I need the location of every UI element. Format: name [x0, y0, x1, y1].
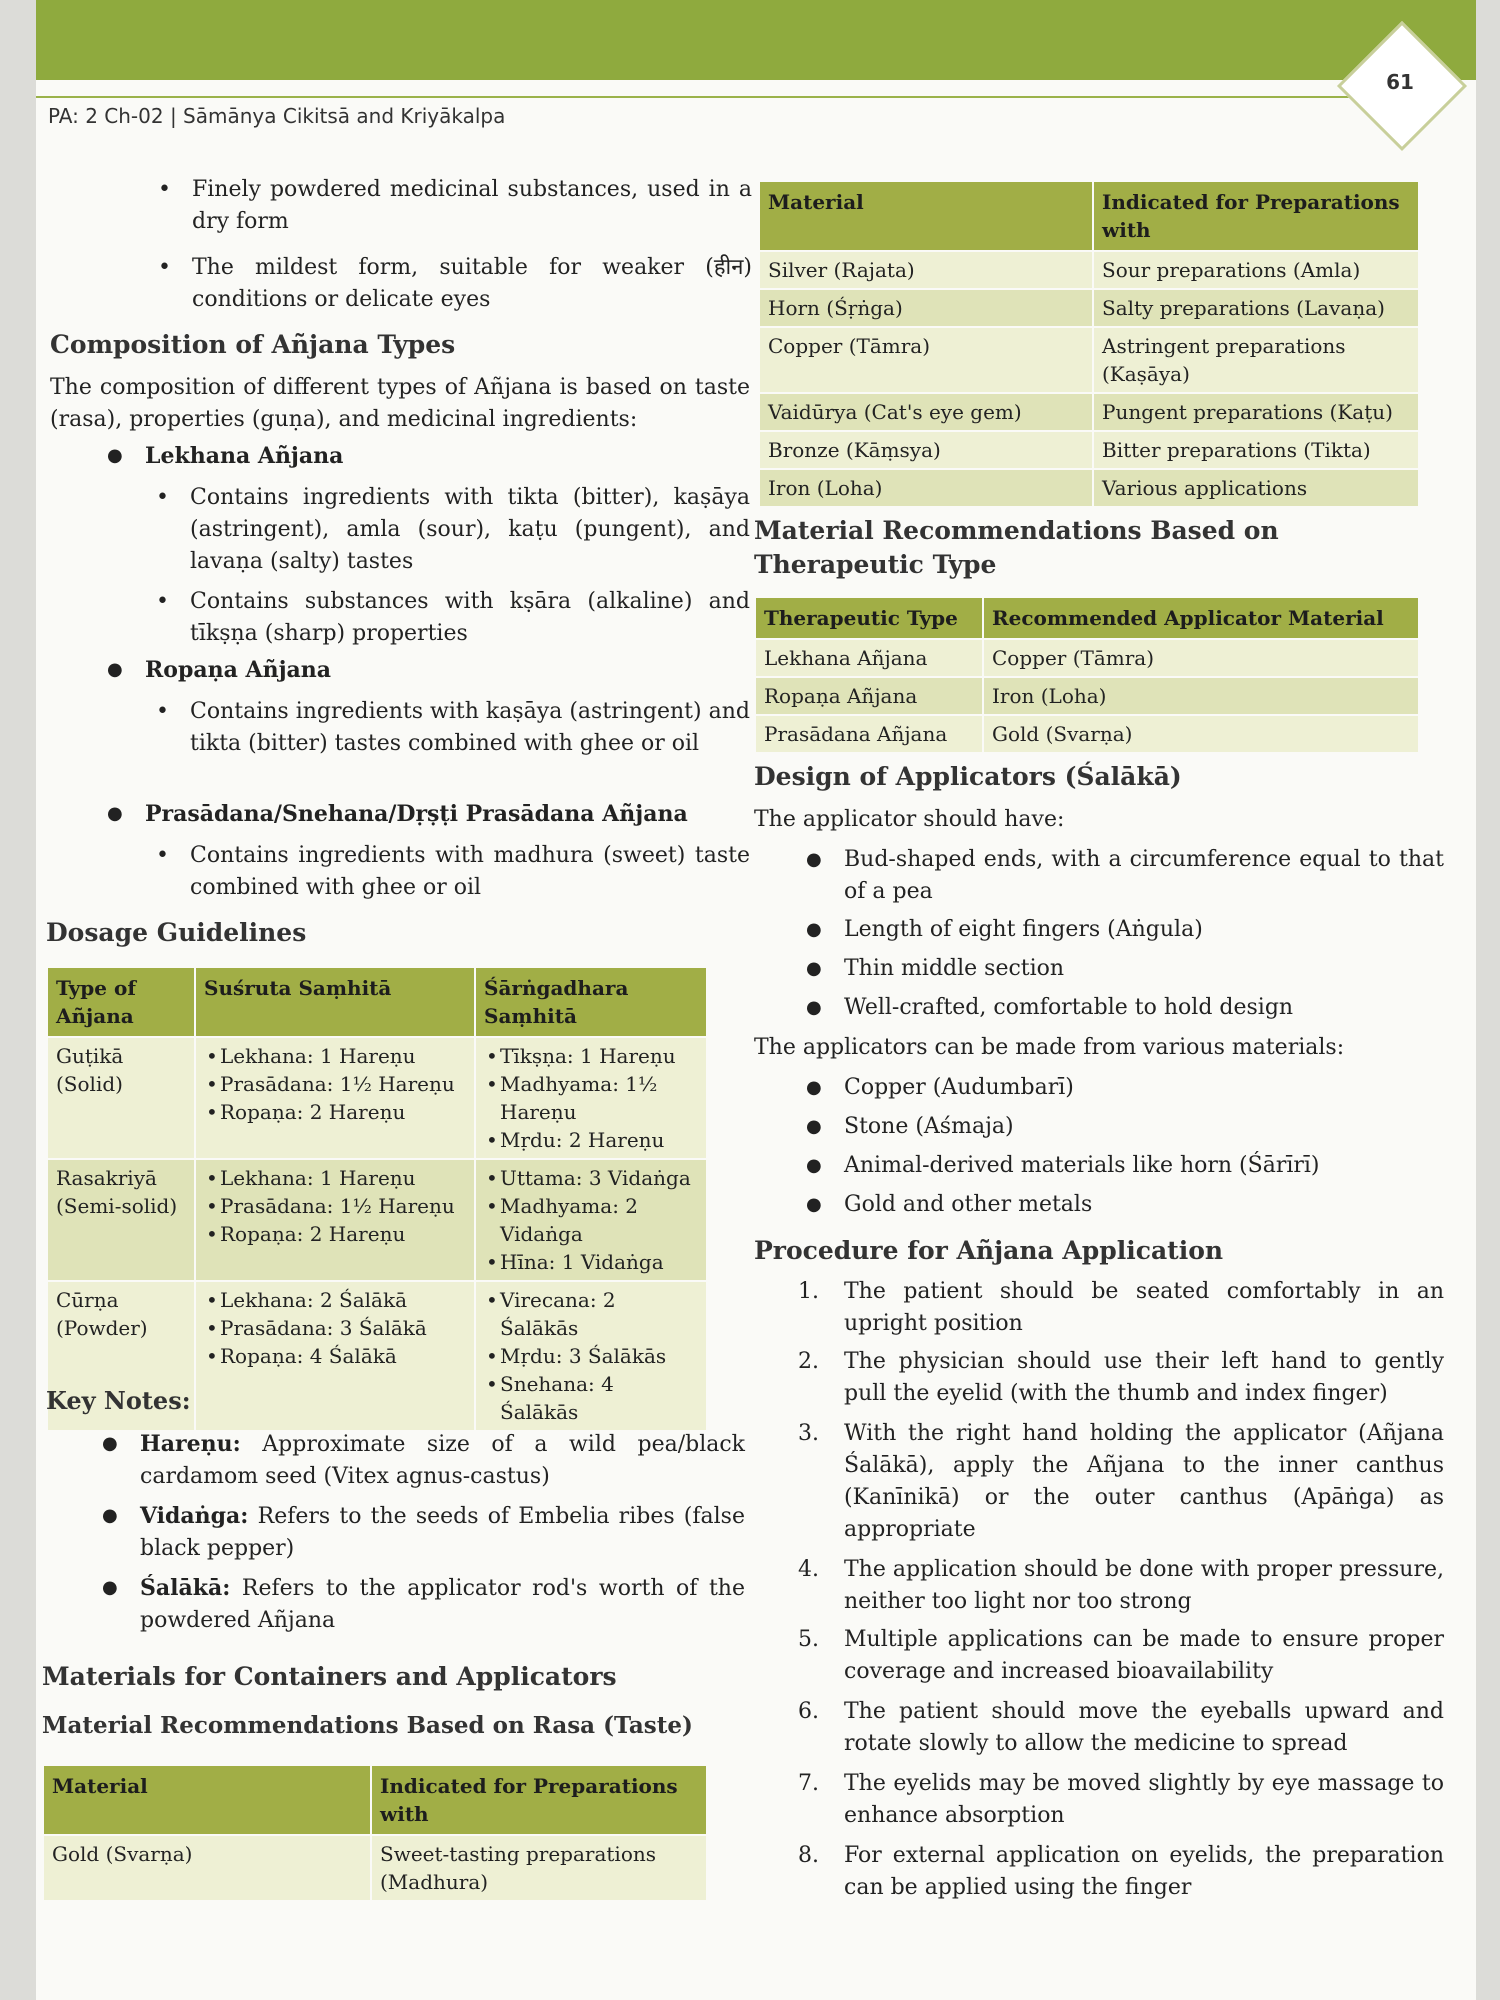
rasa-indication: Salty preparations (Lavaṇa) — [1093, 289, 1419, 327]
procedure-step: 2. The physician should use their left hand to gently pull the eyelid (with the thumb and index finger) — [798, 1349, 1444, 1406]
rasa-table-continued — [42, 1764, 708, 1902]
key-note-text: Refers to the applicator rod's worth of the powdered Añjana — [140, 1576, 745, 1633]
type-ropana: ● Ropaṇa Añjana — [145, 654, 331, 686]
applicator-material: ● Copper (Audumbarī) — [844, 1072, 1074, 1104]
procedure-step-text: The patient should move the eyeballs upward and rotate slowly to allow the medicine to spread — [844, 1699, 1444, 1756]
therapeutic-row — [755, 639, 1419, 677]
running-title: PA: 2 Ch-02 | Sāmānya Cikitsā and Kriyākalpa — [48, 104, 506, 128]
dosage-value: • Mṛdu: 2 Hareṇu — [500, 1126, 698, 1154]
procedure-step-text: The patient should be seated comfortably in an upright position — [844, 1279, 1444, 1336]
dosage-table — [46, 966, 708, 1432]
dosage-row — [47, 1159, 707, 1281]
key-note-term: Hareṇu: — [140, 1431, 241, 1457]
rasa-heading: Material Recommendations Based on Rasa (Taste) — [42, 1712, 693, 1739]
design-point: ● Length of eight fingers (Aṅgula) — [844, 914, 1444, 946]
therapeutic-table — [754, 596, 1420, 754]
key-note — [140, 1500, 745, 1565]
dosage-value: • Prasādana: 1½ Hareṇu — [220, 1192, 466, 1220]
rasa-material: Copper (Tāmra) — [759, 327, 1093, 393]
type-point: • Contains ingredients with tikta (bitter), kaṣāya (astringent), amla (sour), kaṭu (pungent), and lavaṇa (salty) tastes — [190, 482, 750, 578]
procedure-step-text: With the right hand holding the applicator (Añjana Śalākā), apply the Añjana to the inner canthus (Kanīnikā) or the outer canthus (Apāṅga) as appropriate — [844, 1421, 1444, 1542]
rasa-row — [759, 393, 1419, 431]
dosage-value: • Lekhana: 1 Hareṇu — [220, 1164, 466, 1192]
procedure-step-text: For external application on eyelids, the preparation can be applied using the finger — [844, 1843, 1444, 1900]
dosage-value: • Uttama: 3 Vidaṅga — [500, 1164, 698, 1192]
rasa-material: Iron (Loha) — [759, 469, 1093, 507]
key-note-text: Refers to the seeds of Embelia ribes (false black pepper) — [140, 1504, 745, 1561]
rasa-row — [759, 289, 1419, 327]
rasa-table — [758, 180, 1420, 508]
key-note-term: Vidaṅga: — [140, 1503, 249, 1529]
type-point: • Contains ingredients with madhura (sweet) taste combined with ghee or oil — [190, 840, 750, 904]
therapeutic-type: Ropaṇa Añjana — [755, 677, 983, 715]
procedure-step-text: Multiple applications can be made to ensure proper coverage and increased bioavailability — [844, 1627, 1444, 1684]
procedure-step: 6. The patient should move the eyeballs upward and rotate slowly to allow the medicine to spread — [798, 1699, 1444, 1756]
procedure-heading: Procedure for Añjana Application — [754, 1236, 1224, 1265]
rasa-col-header: Indicated for Preparations with — [371, 1765, 707, 1835]
therapeutic-row — [755, 715, 1419, 753]
procedure-step-text: The eyelids may be moved slightly by eye massage to enhance absorption — [844, 1771, 1444, 1828]
header-rule — [36, 96, 1366, 98]
therapeutic-col-header: Therapeutic Type — [755, 597, 983, 639]
materials-heading: Materials for Containers and Applicators — [42, 1662, 617, 1691]
rasa-col-header: Indicated for Preparations with — [1093, 181, 1419, 251]
dosage-value: • Lekhana: 2 Śalākā — [220, 1286, 466, 1314]
rasa-row — [43, 1835, 707, 1901]
type-lekhana: ● Lekhana Añjana — [145, 440, 343, 472]
applicator-material: ● Gold and other metals — [844, 1189, 1092, 1221]
type-point: • Contains ingredients with kaṣāya (astringent) and tikta (bitter) tastes combined with ghee or oil — [190, 696, 750, 760]
page-number: 61 — [1386, 70, 1414, 94]
dosage-type: Guṭikā (Solid) — [47, 1037, 195, 1159]
therapeutic-heading: Material Recommendations Based on Therapeutic Type — [754, 516, 1279, 579]
rasa-material: Silver (Rajata) — [759, 251, 1093, 289]
dosage-col-header: Śārṅgadhara Saṃhitā — [475, 967, 707, 1037]
key-note-text: Approximate size of a wild pea/black cardamom seed (Vitex agnus-castus) — [140, 1432, 745, 1489]
rasa-indication: Sour preparations (Amla) — [1093, 251, 1419, 289]
rasa-indication: Astringent preparations (Kaṣāya) — [1093, 327, 1419, 393]
dosage-value: • Snehana: 4 Śalākās — [500, 1370, 698, 1426]
rasa-indication: Pungent preparations (Kaṭu) — [1093, 393, 1419, 431]
design-heading: Design of Applicators (Śalākā) — [754, 762, 1182, 791]
design-point: ● Well-crafted, comfortable to hold design — [844, 992, 1444, 1024]
rasa-col-header: Material — [43, 1765, 371, 1835]
applicator-material: ● Animal-derived materials like horn (Śārīrī) — [844, 1150, 1320, 1182]
dosage-value: • Virecana: 2 Śalākās — [500, 1286, 698, 1342]
rasa-material: Horn (Śṛṅga) — [759, 289, 1093, 327]
dosage-row — [47, 1037, 707, 1159]
composition-heading: Composition of Añjana Types — [50, 330, 456, 359]
rasa-row — [759, 431, 1419, 469]
procedure-step-text: The physician should use their left hand to gently pull the eyelid (with the thumb and index finger) — [844, 1349, 1444, 1406]
intro-bullet: • The mildest form, suitable for weaker (हीन) conditions or delicate eyes — [192, 252, 752, 316]
type-point: • Contains substances with kṣāra (alkaline) and tīkṣṇa (sharp) properties — [190, 586, 750, 650]
rasa-indication: Sweet-tasting preparations (Madhura) — [371, 1835, 707, 1901]
key-notes-heading: Key Notes: — [46, 1386, 191, 1415]
rasa-indication: Bitter preparations (Tikta) — [1093, 431, 1419, 469]
dosage-value: • Mṛdu: 3 Śalākās — [500, 1342, 698, 1370]
header-band — [36, 0, 1476, 80]
book-page — [36, 0, 1476, 2000]
therapeutic-material: Copper (Tāmra) — [983, 639, 1419, 677]
dosage-heading: Dosage Guidelines — [46, 918, 307, 947]
procedure-step: 5. Multiple applications can be made to ensure proper coverage and increased bioavailability — [798, 1627, 1444, 1684]
dosage-value: • Ropaṇa: 2 Hareṇu — [220, 1098, 466, 1126]
procedure-step: 4. The application should be done with proper pressure, neither too light nor too strong — [798, 1557, 1444, 1614]
therapeutic-type: Prasādana Añjana — [755, 715, 983, 753]
key-note — [140, 1572, 745, 1637]
dosage-value: • Madhyama: 2 Vidaṅga — [500, 1192, 698, 1248]
procedure-step: 3. With the right hand holding the applicator (Añjana Śalākā), apply the Añjana to the inner canthus (Kanīnikā) or the outer canthus (Apāṅga) as appropriate — [798, 1421, 1444, 1542]
procedure-step: 8. For external application on eyelids, the preparation can be applied using the finger — [798, 1843, 1444, 1900]
dosage-value: • Madhyama: 1½ Hareṇu — [500, 1070, 698, 1126]
composition-intro: The composition of different types of Añjana is based on taste (rasa), properties (guṇa), and medicinal ingredients: — [50, 375, 750, 432]
rasa-row — [759, 251, 1419, 289]
dosage-value: • Ropaṇa: 4 Śalākā — [220, 1342, 466, 1370]
design-intro: The applicator should have: — [754, 807, 1065, 832]
key-note — [140, 1428, 745, 1493]
dosage-col-header: Type of Añjana — [47, 967, 195, 1037]
therapeutic-type: Lekhana Añjana — [755, 639, 983, 677]
therapeutic-material: Gold (Svarṇa) — [983, 715, 1419, 753]
dosage-value: • Hīna: 1 Vidaṅga — [500, 1248, 698, 1276]
dosage-col-header: Suśruta Saṃhitā — [195, 967, 475, 1037]
dosage-value: • Tīkṣṇa: 1 Hareṇu — [500, 1042, 698, 1070]
therapeutic-col-header: Recommended Applicator Material — [983, 597, 1419, 639]
procedure-step-text: The application should be done with proper pressure, neither too light nor too strong — [844, 1557, 1444, 1614]
rasa-indication: Various applications — [1093, 469, 1419, 507]
key-note-term: Śalākā: — [140, 1575, 231, 1601]
procedure-step: 1. The patient should be seated comfortably in an upright position — [798, 1279, 1444, 1336]
therapeutic-row — [755, 677, 1419, 715]
dosage-value: • Ropaṇa: 2 Hareṇu — [220, 1220, 466, 1248]
dosage-value: • Prasādana: 3 Śalākā — [220, 1314, 466, 1342]
procedure-step: 7. The eyelids may be moved slightly by eye massage to enhance absorption — [798, 1771, 1444, 1828]
rasa-material: Bronze (Kāṃsya) — [759, 431, 1093, 469]
rasa-row — [759, 327, 1419, 393]
rasa-row — [759, 469, 1419, 507]
dosage-type: Rasakriyā (Semi-solid) — [47, 1159, 195, 1281]
rasa-material: Vaidūrya (Cat's eye gem) — [759, 393, 1093, 431]
rasa-col-header: Material — [759, 181, 1093, 251]
design-point: ● Thin middle section — [844, 953, 1444, 985]
materials-intro: The applicators can be made from various materials: — [754, 1035, 1345, 1060]
intro-bullet: • Finely powdered medicinal substances, used in a dry form — [192, 174, 752, 238]
dosage-value: • Prasādana: 1½ Hareṇu — [220, 1070, 466, 1098]
dosage-value: • Lekhana: 1 Hareṇu — [220, 1042, 466, 1070]
dosage-type: Cūrṇa (Powder) — [47, 1281, 195, 1431]
type-prasadana: ● Prasādana/Snehana/Dṛṣṭi Prasādana Añjana — [145, 798, 688, 830]
design-point: ● Bud-shaped ends, with a circumference equal to that of a pea — [844, 844, 1444, 908]
therapeutic-material: Iron (Loha) — [983, 677, 1419, 715]
applicator-material: ● Stone (Aśmaja) — [844, 1111, 1014, 1143]
rasa-material: Gold (Svarṇa) — [43, 1835, 371, 1901]
